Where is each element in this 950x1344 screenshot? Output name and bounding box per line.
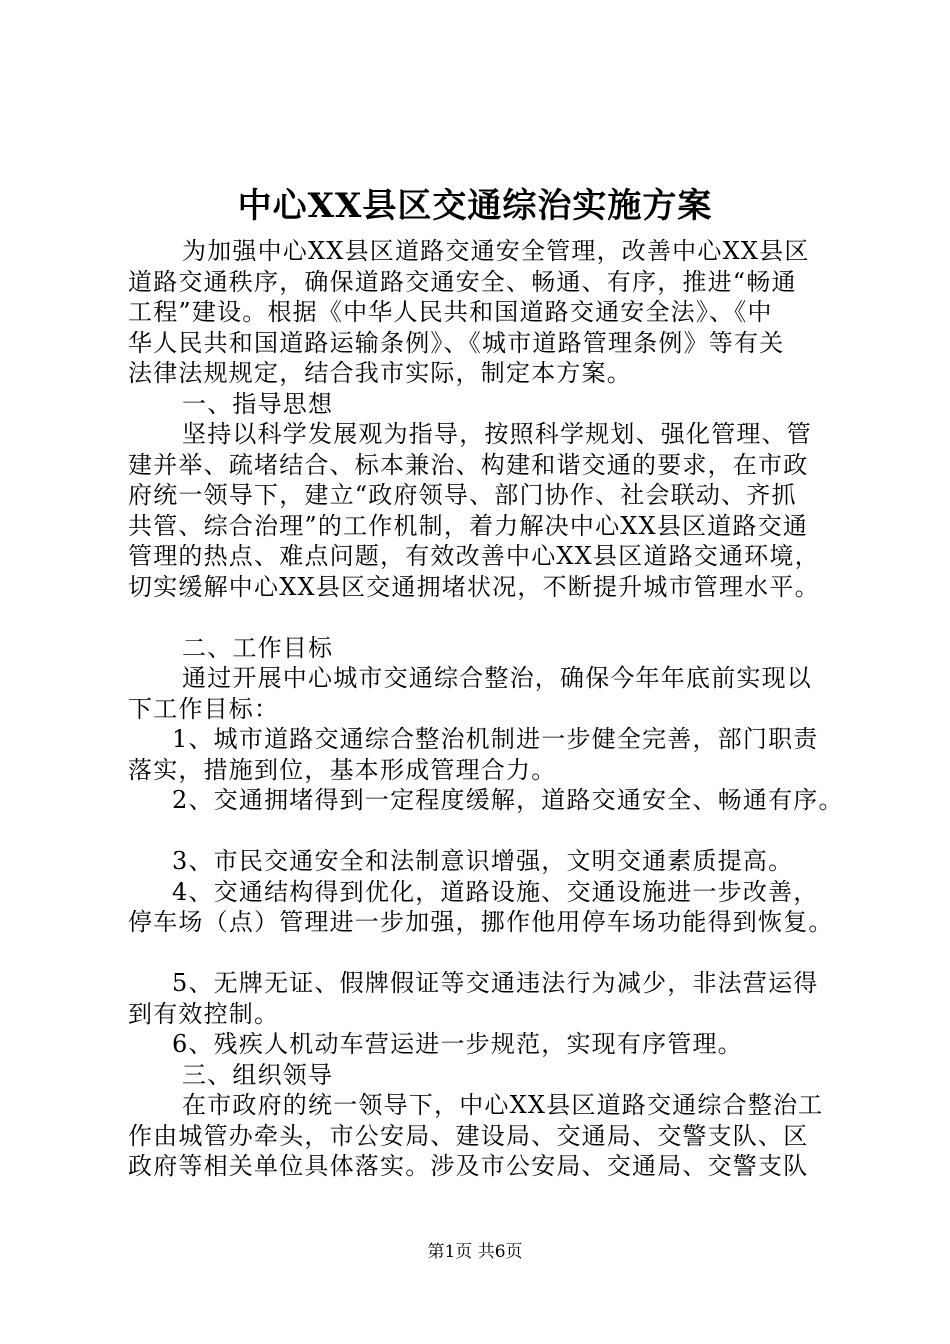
blank-line	[128, 938, 840, 969]
list-item-line: 到有效控制。	[128, 999, 280, 1028]
paragraph-line: 切实缓解中心XX县区交通拥堵状况，不断提升城市管理水平。	[128, 572, 820, 601]
list-item-line: 停车场（点）管理进一步加强，挪作他用停车场功能得到恢复。	[128, 908, 834, 936]
paragraph-line: 府统一领导下，建立“政府领导、部门协作、社会联动、齐抓	[128, 481, 797, 509]
document-title: 中心XX县区交通综治实施方案	[237, 186, 713, 226]
paragraph-line: 工程”建设。根据《中华人民共和国道路交通安全法》、《中	[128, 298, 773, 326]
list-item-line: 1、城市道路交通综合整治机制进一步健全完善，部门职责	[172, 725, 819, 753]
section-heading: 二、工作目标	[182, 633, 334, 662]
paragraph-line: 华人民共和国道路运输条例》、《城市道路管理条例》等有关	[128, 328, 785, 357]
list-item-line: 落实，措施到位，基本形成管理合力。	[128, 755, 557, 784]
list-item-line: 4、交通结构得到优化，道路设施、交通设施进一步改善，	[172, 877, 819, 906]
list-item-line: 3、市民交通安全和法制意识增强，文明交通素质提高。	[172, 847, 794, 875]
page-number-footer: 第1页 共6页	[427, 1242, 523, 1262]
list-item-line: 2、交通拥堵得到一定程度缓解，道路交通安全、畅通有序。	[172, 786, 844, 814]
section-heading: 三、组织领导	[182, 1060, 334, 1089]
document-body	[128, 236, 844, 1182]
blank-line	[128, 816, 840, 847]
paragraph-line: 为加强中心XX县区道路交通安全管理，改善中心XX县区	[182, 237, 810, 265]
paragraph-line: 共管、综合治理”的工作机制，着力解决中心XX县区道路交通	[128, 511, 809, 540]
paragraph-line: 下工作目标：	[128, 694, 280, 723]
paragraph-line: 在市政府的统一领导下，中心XX县区道路交通综合整治工	[182, 1091, 824, 1119]
paragraph-line: 法律法规规定，结合我市实际，制定本方案。	[128, 359, 632, 387]
paragraph-line: 管理的热点、难点问题，有效改善中心XX县区道路交通环境，	[128, 542, 820, 570]
paragraph-line: 作由城管办牵头，市公安局、建设局、交通局、交警支队、区	[128, 1121, 809, 1150]
list-item-line: 5、无牌无证、假牌假证等交通违法行为减少，非法营运得	[172, 969, 819, 997]
paragraph-line: 通过开展中心城市交通综合整治，确保今年年底前实现以	[182, 664, 812, 692]
blank-line	[128, 602, 840, 633]
section-heading: 一、指导思想	[182, 389, 334, 418]
paragraph-line: 坚持以科学发展观为指导，按照科学规划、强化管理、管	[182, 420, 812, 448]
paragraph-line: 建并举、疏堵结合、标本兼治、构建和谐交通的要求，在市政	[128, 450, 809, 479]
paragraph-line: 政府等相关单位具体落实。涉及市公安局、交通局、交警支队	[128, 1152, 809, 1180]
list-item-line: 6、残疾人机动车营运进一步规范，实现有序管理。	[172, 1030, 743, 1058]
paragraph-line: 道路交通秩序，确保道路交通安全、畅通、有序，推进“畅通	[128, 267, 797, 296]
